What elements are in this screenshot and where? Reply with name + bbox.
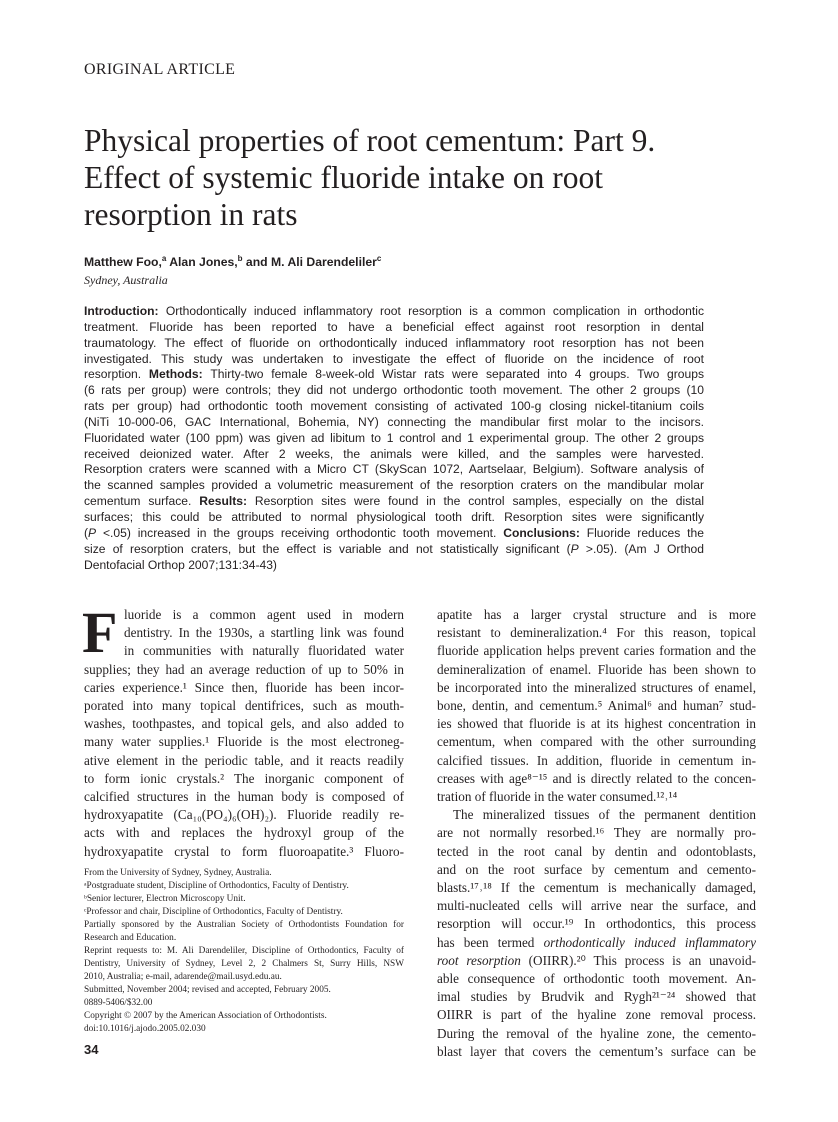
text-run: (OIIRR).²⁰ This process is an unavoid- (520, 952, 756, 968)
text-line (84, 661, 404, 679)
text-run: traumatology. The effect of fluoride on orthodontically induced inflammatory root resorption has not been (84, 335, 704, 350)
text-line (437, 624, 756, 642)
text-run: porated into many topical dentifrices, such as mouth- (84, 698, 404, 714)
text-run: caries experience.¹ Since then, fluoride has been incor- (84, 679, 404, 695)
text-run: P (570, 541, 579, 556)
text-run: multi-nucleated cells will arrive near the surface, and (437, 898, 756, 914)
text-line (437, 824, 756, 842)
text-run: OIIRR is part of the hyaline zone removal process. (437, 1007, 756, 1023)
text-run: <.05) increased in the groups receiving orthodontic tooth movement. (96, 525, 504, 540)
text-run: hydroxyapatite (Ca₁₀(PO₄)₆(OH)₂). Fluoride readily re- (84, 807, 404, 823)
text-line (437, 861, 756, 879)
text-line (84, 806, 404, 824)
text-run: Resorption sites were found in the control samples, especially on the distal (254, 494, 705, 509)
footnote-line: Reprint requests to: M. Ali Darendeliler, Discipline of Orthodontics, Faculty of (84, 946, 404, 956)
section-label: Results: (199, 494, 255, 509)
text-run: orthodontically induced inflammatory (543, 934, 756, 950)
text-run: Orthodontically induced inflammatory root resorption is a common complication in orthodontic (165, 304, 704, 318)
text-run: ies showed that fluoride is at its highest concentration in (437, 716, 756, 732)
text-line (84, 526, 704, 542)
text-run: root resorption (437, 952, 521, 968)
section-label: Introduction: (84, 304, 166, 318)
text-run: to form ionic crystals.² The inorganic component of (84, 770, 404, 786)
text-run: calcified structures in the human body is composed of (84, 789, 404, 805)
text-line (437, 970, 756, 988)
text-run: dentistry. In the 1930s, a startling link was found (124, 625, 404, 641)
text-run: investigated. This study was undertaken to investigate the effect of fluoride on the incidence of root (84, 351, 704, 366)
text-line (437, 952, 756, 970)
text-run: resorption will occur.¹⁹ In orthodontics, this process (437, 916, 756, 932)
text-run: washes, toothpastes, and topical gels, and also added to (84, 716, 404, 732)
footnote-line: ᵇSenior lecturer, Electron Microscopy Unit. (84, 894, 246, 904)
text-line (84, 431, 704, 447)
footnote-line: Copyright © 2007 by the American Association of Orthodontists. (84, 1011, 327, 1021)
text-line (437, 1043, 756, 1061)
author-name: Alan Jones, (166, 255, 238, 270)
text-line (84, 770, 404, 788)
text-line (437, 1006, 756, 1024)
page-number: 34 (84, 1042, 99, 1057)
footnote-line: ᵃPostgraduate student, Discipline of Orthodontics, Faculty of Dentistry. (84, 881, 349, 891)
text-line (84, 399, 704, 415)
text-run: imal studies by Brudvik and Rygh²¹⁻²⁴ showed that (437, 989, 756, 1005)
footnote-line: 0889-5406/$32.00 (84, 998, 153, 1008)
text-line (84, 715, 404, 733)
text-line (437, 988, 756, 1006)
text-line (437, 733, 756, 751)
text-line (437, 915, 756, 933)
abstract (84, 304, 704, 573)
text-line (437, 843, 756, 861)
text-run: supplies; they had an average reduction of up to 50% in (84, 661, 404, 677)
text-run: able consequence of orthodontic tooth movement. An- (437, 971, 756, 987)
text-run: cementum, when compared with the other surrounding (437, 734, 756, 750)
text-line (437, 897, 756, 915)
text-run: acts with and replaces the hydroxyl group of the (84, 825, 404, 841)
footnote-line: Submitted, November 2004; revised and accepted, February 2005. (84, 985, 331, 995)
footnote-line: ᶜProfessor and chair, Discipline of Orthodontics, Faculty of Dentistry. (84, 907, 343, 917)
text-line (84, 624, 404, 642)
footnote-line: Partially sponsored by the Australian Society of Orthodontists Foundation for (84, 920, 404, 930)
author-affiliation-mark: a (161, 254, 167, 263)
footnotes (84, 867, 404, 1036)
text-line (84, 336, 704, 352)
text-line (84, 383, 704, 399)
text-run: The mineralized tissues of the permanent dentition (453, 807, 756, 823)
text-run: resorption. (84, 367, 149, 382)
text-line (437, 679, 756, 697)
text-run: (NiTi 10-000-06, GAC International, Bohemia, NY) connecting the mandibular first molar to the incisors. (84, 414, 704, 429)
text-line (84, 642, 404, 660)
text-line (84, 542, 704, 558)
text-run: During the removal of the hyaline zone, the cemento- (437, 1025, 756, 1041)
text-run: in communities with naturally fluoridated water (124, 643, 404, 659)
body-column-left (82, 600, 404, 861)
text-run: bone, dentin, and cementum.⁵ Animal⁶ and human⁷ stud- (437, 698, 756, 714)
text-run: treatment. Fluoride has been reported to have a beneficial effect against root resorption in dental (84, 319, 704, 334)
text-line (84, 304, 704, 320)
text-line (84, 494, 704, 510)
author-affiliation-mark: c (376, 254, 382, 263)
text-run: luoride is a common agent used in modern (124, 607, 404, 622)
text-run: tected in the root canal by dentin and odontoblasts, (437, 843, 756, 859)
footnote-line: From the University of Sydney, Sydney, Australia. (84, 868, 272, 878)
text-line (84, 478, 704, 494)
text-line (84, 447, 704, 463)
footnote-line: Research and Education. (84, 933, 177, 943)
text-run: hydroxyapatite crystal to form fluoroapatite.³ Fluoro- (84, 843, 404, 859)
author-affiliation-mark: b (237, 254, 243, 263)
text-run: ( (84, 525, 89, 540)
text-run: P (88, 525, 97, 540)
text-line (437, 770, 756, 788)
text-line (437, 806, 756, 824)
footnote-line: Dentistry, University of Sydney, Level 2, 2 Chalmers St, Surry Hills, NSW (84, 959, 404, 969)
text-run: received deionized water. After 2 weeks, the animals were killed, and the samples were harvested. (84, 446, 704, 461)
text-line (84, 824, 404, 842)
text-line (84, 558, 704, 574)
text-run: demineralization of enamel. Fluoride has been shown to (437, 661, 756, 677)
text-line (437, 879, 756, 897)
text-run: Fluoridated water (100 ppm) was given ad libitum to 1 control and 1 experimental group. The other 2 groups (84, 430, 704, 445)
text-line (84, 320, 704, 336)
text-run: resistant to demineralization.⁴ For this reason, topical (437, 625, 756, 641)
text-run: has been termed (437, 934, 544, 950)
text-run: ative element in the periodic table, and it reacts readily (84, 752, 404, 768)
text-line (84, 606, 404, 624)
section-label: Conclusions: (503, 525, 587, 540)
footnote-line: doi:10.1016/j.ajodo.2005.02.030 (84, 1024, 206, 1034)
text-run: (6 rats per group) were controls; they did not undergo orthodontic tooth movement. The other 2 groups (10 (84, 383, 704, 398)
text-run: blast layer that covers the cementum’s surface can be (437, 1043, 756, 1059)
author-list (84, 254, 381, 269)
text-run: rats per group) had orthodontic tooth movement consisting of activated 100-g closing nickel-titanium coils (84, 399, 704, 414)
text-run: Resorption craters were scanned with a Micro CT (SkyScan 1072, Aartselaar, Belgium). Software analysis of (84, 462, 704, 477)
text-run: creases with age⁸⁻¹⁵ and is directly related to the concen- (437, 770, 756, 786)
author-name: Matthew Foo, (84, 255, 162, 270)
text-run: size of resorption craters, but the effect is variable and not statistically significant ( (84, 541, 571, 556)
text-line (84, 733, 404, 751)
article-title: Physical properties of root cementum: Part 9. Effect of systemic fluoride intake on root resorption in rats (84, 123, 656, 232)
text-run: apatite has a larger crystal structure and is more (437, 607, 756, 622)
text-line (84, 679, 404, 697)
text-run: the scanned samples provided a volumetric measurement of the resorption craters on the mandibular molar (84, 478, 704, 493)
section-label: Methods: (148, 367, 211, 382)
article-type: ORIGINAL ARTICLE (84, 61, 236, 78)
drop-cap: F (82, 600, 118, 665)
text-line (84, 510, 704, 526)
text-line (437, 715, 756, 733)
text-run: are not normally resorbed.¹⁶ They are normally pro- (437, 825, 756, 841)
text-line (437, 934, 756, 952)
text-line (84, 697, 404, 715)
text-run: fluoride application helps prevent caries formation and the (437, 643, 756, 659)
text-line (437, 752, 756, 770)
text-run: tration of fluoride in the water consumed.¹²˒¹⁴ (437, 789, 678, 805)
text-line (84, 788, 404, 806)
text-run: >.05). (Am J Orthod (578, 541, 704, 556)
text-run: blasts.¹⁷˒¹⁸ If the cementum is mechanically damaged, (437, 880, 756, 896)
text-run: Thirty-two female 8-week-old Wistar rats were separated into 4 groups. Two groups (210, 367, 705, 382)
text-run: cementum surface. (84, 494, 200, 509)
text-line (437, 788, 756, 806)
text-run: calcified tissues. In addition, fluoride in cementum in- (437, 752, 756, 768)
text-line (437, 1025, 756, 1043)
text-run: be incorporated into the mineralized structures of enamel, (437, 679, 756, 695)
footnote-line: 2010, Australia; e-mail, adarende@mail.usyd.edu.au. (84, 972, 282, 982)
author-name: and M. Ali Darendeliler (242, 255, 377, 270)
text-line (437, 697, 756, 715)
author-location: Sydney, Australia (84, 273, 168, 287)
text-line (437, 661, 756, 679)
text-line (437, 642, 756, 660)
text-line (84, 752, 404, 770)
text-run: and on the root surface by cementum and cemento- (437, 861, 756, 877)
text-line (437, 606, 756, 624)
text-line (84, 843, 404, 861)
text-line (84, 415, 704, 431)
text-run: surfaces; this could be attributed to normal physiological tooth drift. Resorption sites were significantly (84, 509, 704, 524)
text-line (84, 352, 704, 368)
text-run: many water supplies.¹ Fluoride is the most electroneg- (84, 734, 404, 750)
text-run: Fluoride reduces the (586, 525, 704, 540)
text-line (84, 462, 704, 478)
text-run: Dentofacial Orthop 2007;131:34-43) (84, 557, 277, 572)
text-line (84, 367, 704, 383)
body-column-right (437, 606, 756, 1061)
